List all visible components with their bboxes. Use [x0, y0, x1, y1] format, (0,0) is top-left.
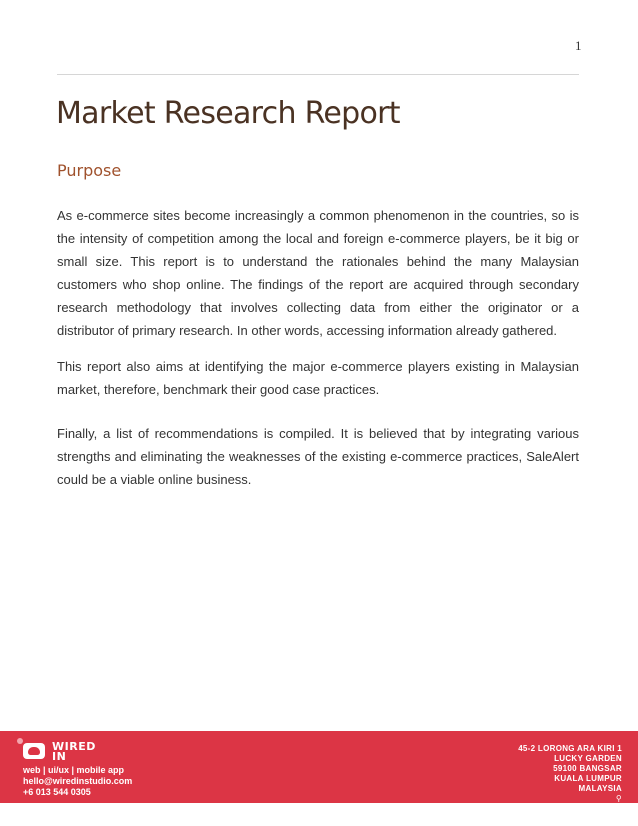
address-line-3: 59100 BANGSAR [553, 764, 622, 773]
footer-band [0, 731, 638, 811]
address-line-5: MALAYSIA [578, 784, 622, 793]
services-text: web | ui/ux | mobile app [23, 765, 125, 775]
brand-name [52, 742, 96, 762]
brand-line-1: WIRED [52, 740, 96, 753]
section-heading-purpose: Purpose [57, 161, 122, 180]
coordinates-text: 3.129021, 101.668993 [555, 805, 622, 811]
map-pin-icon: ⚲ [615, 794, 622, 803]
paragraph-recommendations: Finally, a list of recommendations is compiled. It is believed that by integrating various strengths and eliminating the weaknesses of the existing e-commerce practices, SaleAlert could be a viable online business. [57, 426, 579, 487]
paragraph-intro: As e-commerce sites become increasingly a common phenomenon in the countries, so is the intensity of competition among the local and foreign e-commerce players, be it big or small size. This report is to understand the rationales behind the many Malaysian customers who shop online. The findings of the report are acquired through secondary research methodology that involves collecting data from either the originator or a distributor of primary research. In other words, accessing information already gathered. [57, 208, 579, 338]
address-line-1: 45-2 LORONG ARA KIRI 1 [518, 744, 622, 753]
address-line-2: LUCKY GARDEN [554, 754, 622, 763]
email-link[interactable]: hello@wiredinstudio.com [23, 776, 133, 786]
address-line-4: KUALA LUMPUR [554, 774, 622, 783]
paragraph-aims: This report also aims at identifying the major e-commerce players existing in Malaysian market, therefore, benchmark their good case practices. [57, 359, 579, 397]
address-block [518, 744, 622, 813]
page-title: Market Research Report [56, 96, 400, 131]
decorative-dot [17, 738, 23, 744]
header-divider [57, 74, 579, 75]
wired-in-logo-icon [23, 743, 45, 759]
phone-number: +6 013 544 0305 [23, 787, 91, 797]
brand-line-2: IN [52, 750, 67, 763]
page-number: 1 [575, 38, 582, 53]
